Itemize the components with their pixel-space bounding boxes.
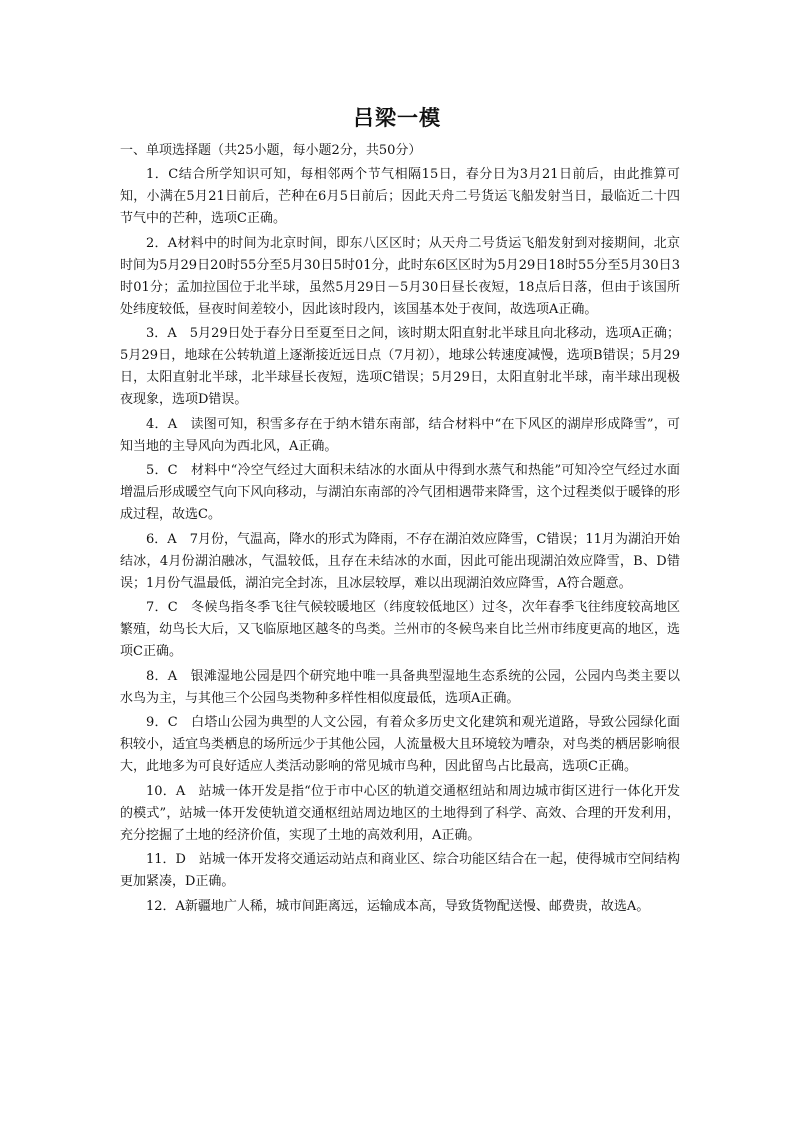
answer-item: 7．C 冬候鸟指冬季飞往气候较暖地区（纬度较低地区）过冬，次年春季飞往纬度较高地区繁殖，幼鸟长大后，又飞临原地区越冬的鸟类。兰州市的冬候鸟来自比兰州市纬度更高的地区，选项C正确。 [120, 600, 680, 659]
answer-item: 4．A 读图可知，积雪多存在于纳木错东南部，结合材料中“在下风区的湖岸形成降雪”，可知当地的主导风向为西北风，A正确。 [120, 416, 680, 454]
answer-list [120, 164, 680, 920]
answer-item: 8．A 银滩湿地公园是四个研究地中唯一具备典型湿地生态系统的公园，公园内鸟类主要以水鸟为主，与其他三个公园鸟类物种多样性相似度最低，选项A正确。 [120, 668, 680, 706]
answer-item: 9．C 白塔山公园为典型的人文公园，有着众多历史文化建筑和观光道路，导致公园绿化面积较小，适宜鸟类栖息的场所远少于其他公园，人流量极大且环境较为嘈杂，对鸟类的栖居影响很大，此地多为可良好适应人类活动影响的常见城市鸟种，因此留鸟占比最高，选项C正确。 [120, 715, 680, 774]
answer-item: 2．A材料中的时间为北京时间，即东八区区时；从天舟二号货运飞船发射到对接期间，北京时间为5月29日20时55分至5月30日5时01分，此时东6区区时为5月29日18时55分至5月30日3时01分；孟加拉国位于北半球，虽然5月29日－5月30日昼长夜短，18点后日落，但由于该国所处纬度较低，昼夜时间差较小，因此该时段内，该国基本处于夜间，故选项A正确。 [120, 235, 680, 317]
answer-item: 10．A 站城一体开发是指“位于市中心区的轨道交通枢纽站和周边城市街区进行一体化开发的模式”，站城一体开发使轨道交通枢纽站周边地区的土地得到了科学、高效、合理的开发利用，充分挖掘了土地的经济价值，实现了土地的高效利用，A正确。 [120, 783, 680, 843]
page-title: 吕梁一模 [353, 106, 441, 130]
answer-item: 11．D 站城一体开发将交通运动站点和商业区、综合功能区结合在一起，使得城市空间结构更加紧凑，D正确。 [120, 852, 680, 889]
answer-item: 1．C结合所学知识可知，每相邻两个节气相隔15日，春分日为3月21日前后，由此推算可知，小满在5月21日前后，芒种在6月5日前后；因此天舟二号货运飞船发射当日，最临近二十四节气中的芒种，选项C正确。 [120, 167, 680, 226]
answer-item: 6．A 7月份，气温高，降水的形式为降雨，不存在湖泊效应降雪，C错误；11月为湖泊开始结冰，4月份湖泊融冰，气温较低，且存在未结冰的水面，因此可能出现湖泊效应降雪，B、D错误；1月份气温最低，湖泊完全封冻，且冰层较厚，难以出现湖泊效应降雪，A符合题意。 [120, 531, 680, 591]
section-heading: 一、单项选择题（共25小题，每小题2分，共50分） [120, 143, 422, 158]
answer-item: 3．A 5月29日处于春分日至夏至日之间，该时期太阳直射北半球且向北移动，选项A正确；5月29日，地球在公转轨道上逐渐接近远日点（7月初），地球公转速度减慢，选项B错误；5月29日，太阳直射北半球，北半球昼长夜短，选项C错误；5月29日，太阳直射北半球，南半球出现极夜现象，选项D错误。 [120, 326, 680, 407]
answer-item: 5．C 材料中“冷空气经过大面积未结冰的水面从中得到水蒸气和热能”可知冷空气经过水面增温后形成暖空气向下风向移动，与湖泊东南部的冷气团相遇带来降雪，这个过程类似于暖锋的形成过程，故选C。 [120, 463, 680, 522]
answer-item: 12．A新疆地广人稀，城市间距离远，运输成本高，导致货物配送慢、邮费贵，故选A。 [146, 898, 650, 914]
